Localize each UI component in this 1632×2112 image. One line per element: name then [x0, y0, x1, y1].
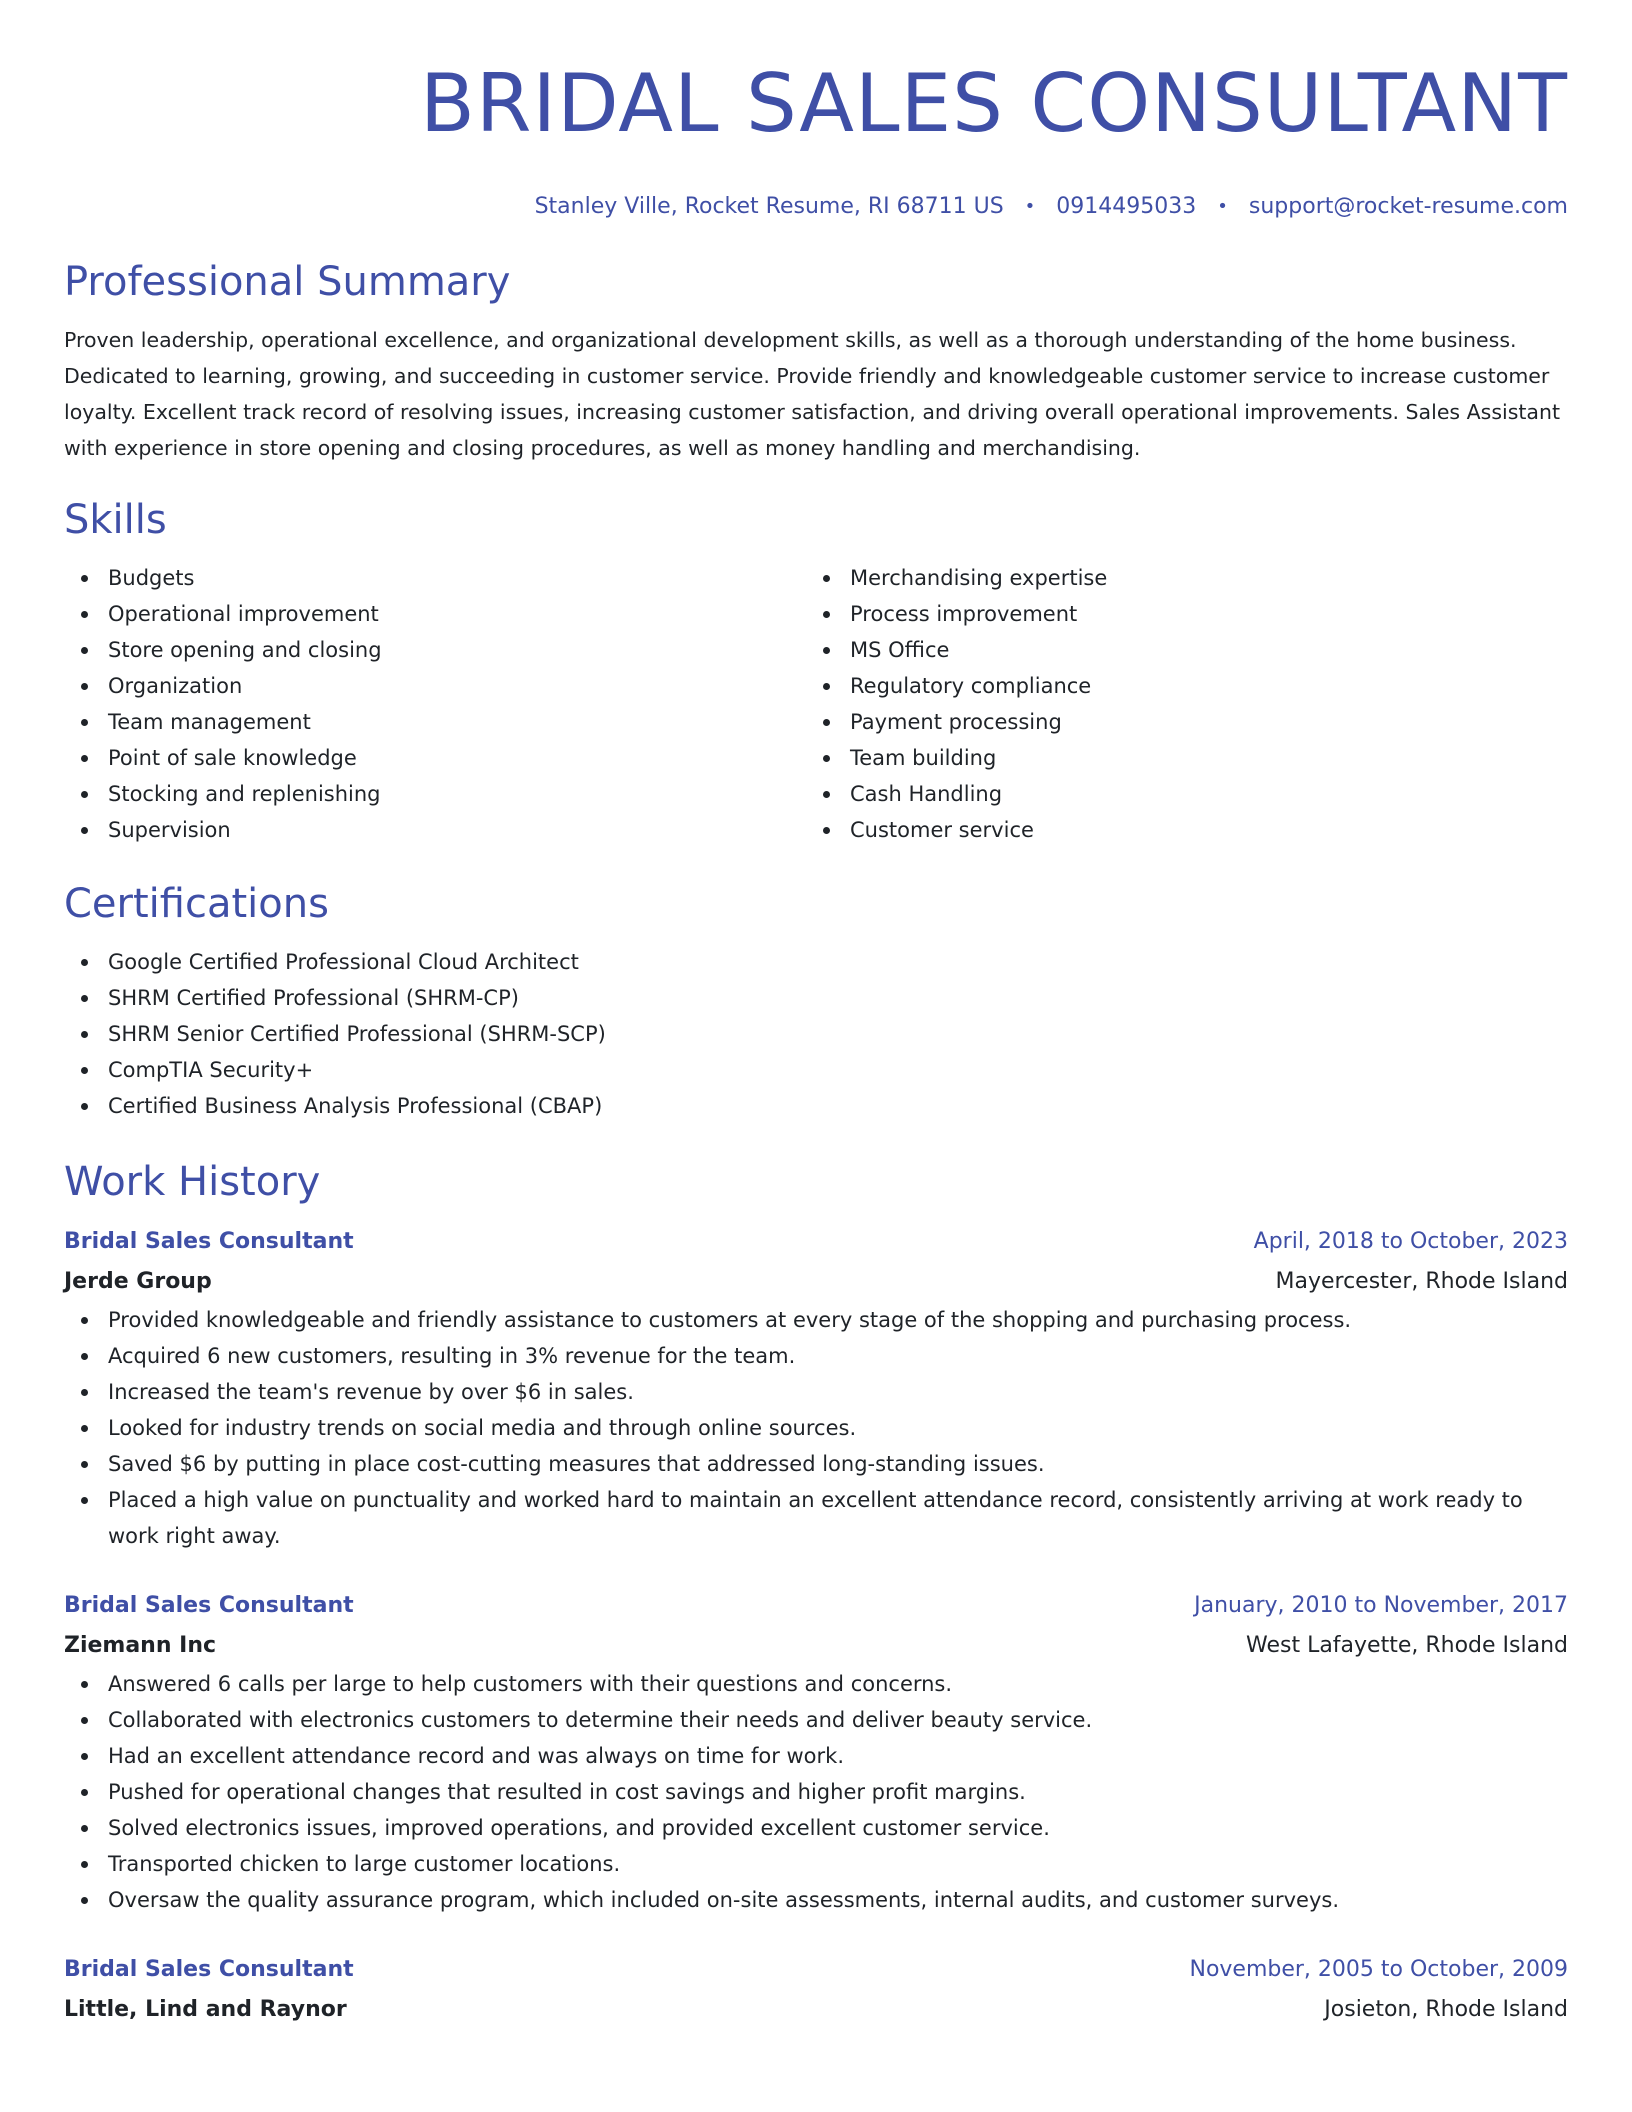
job-company-row — [64, 1262, 1568, 1302]
job-header-row — [64, 1950, 1568, 1990]
job-bullets — [64, 1666, 1568, 1918]
skill-item: Store opening and closing — [108, 632, 806, 668]
resume-title: BRIDAL SALES CONSULTANT — [420, 57, 1568, 150]
skill-item: Regulatory compliance — [850, 668, 1548, 704]
skill-item: Process improvement — [850, 596, 1548, 632]
job-bullet: Oversaw the quality assurance program, which included on-site assessments, internal audits, and customer surveys. — [108, 1882, 1568, 1918]
contact-line — [64, 192, 1568, 222]
job-header-row — [64, 1586, 1568, 1626]
job-dates: January, 2010 to November, 2017 — [1194, 1593, 1568, 1618]
contact-separator: • — [1217, 196, 1228, 217]
contact-address: Stanley Ville, Rocket Resume, RI 68711 US — [534, 194, 1004, 219]
skills-column-left — [64, 560, 806, 848]
skill-item: Budgets — [108, 560, 806, 596]
certification-item: Google Certified Professional Cloud Architect — [108, 944, 1568, 980]
job-location: West Lafayette, Rhode Island — [1245, 1633, 1568, 1658]
job-bullet: Looked for industry trends on social media and through online sources. — [108, 1410, 1568, 1446]
skill-item: MS Office — [850, 632, 1548, 668]
job-bullet: Placed a high value on punctuality and worked hard to maintain an excellent attendance record, consistently arriving at work ready to work right away. — [108, 1482, 1568, 1554]
certification-item: Certified Business Analysis Professional (CBAP) — [108, 1088, 1568, 1124]
contact-email: support@rocket-resume.com — [1248, 194, 1568, 219]
skill-item: Operational improvement — [108, 596, 806, 632]
skills-section — [64, 494, 1568, 848]
skill-item: Merchandising expertise — [850, 560, 1548, 596]
summary-heading: Professional Summary — [64, 259, 511, 305]
job-bullet: Had an excellent attendance record and was always on time for work. — [108, 1738, 1568, 1774]
job-company: Jerde Group — [64, 1269, 212, 1294]
contact-phone: 0914495033 — [1056, 194, 1197, 219]
certification-item: SHRM Senior Certified Professional (SHRM-SCP) — [108, 1016, 1568, 1052]
summary-text: Proven leadership, operational excellence, and organizational development skills, as well as a thorough understanding of the home business. Dedicated to learning, growing, and succeeding in customer service. Provide friendly and knowledgeable customer service to increase customer loyalty. Excellent track record of resolving issues, increasing customer satisfaction, and driving overall operational improvements. Sales Assistant with experience in store opening and closing procedures, as well as money handling and merchandising. — [64, 328, 1561, 460]
job-company: Ziemann Inc — [64, 1633, 217, 1658]
job-header-row — [64, 1222, 1568, 1262]
skill-item: Stocking and replenishing — [108, 776, 806, 812]
skill-item: Supervision — [108, 812, 806, 848]
job-entry — [64, 1950, 1568, 2030]
job-location: Josieton, Rhode Island — [1324, 1997, 1568, 2022]
job-bullet: Transported chicken to large customer locations. — [108, 1846, 1568, 1882]
summary-section — [64, 256, 1568, 466]
certifications-heading: Certifications — [64, 881, 329, 927]
job-bullets — [64, 1302, 1568, 1554]
contact-separator: • — [1024, 196, 1036, 217]
job-bullet: Collaborated with electronics customers to determine their needs and deliver beauty service. — [108, 1702, 1568, 1738]
skills-heading: Skills — [64, 497, 167, 543]
skills-list-left — [64, 560, 806, 848]
skills-column-right — [806, 560, 1548, 848]
certifications-list — [64, 944, 1568, 1124]
certification-item: SHRM Certified Professional (SHRM-CP) — [108, 980, 1568, 1016]
skill-item: Point of sale knowledge — [108, 740, 806, 776]
job-dates: April, 2018 to October, 2023 — [1253, 1229, 1568, 1254]
job-bullet: Provided knowledgeable and friendly assistance to customers at every stage of the shopping and purchasing process. — [108, 1302, 1568, 1338]
job-bullet: Solved electronics issues, improved operations, and provided excellent customer service. — [108, 1810, 1568, 1846]
job-dates: November, 2005 to October, 2009 — [1189, 1957, 1568, 1982]
job-company-row — [64, 1990, 1568, 2030]
skill-item: Team building — [850, 740, 1548, 776]
skill-item: Customer service — [850, 812, 1548, 848]
job-bullet: Answered 6 calls per large to help customers with their questions and concerns. — [108, 1666, 1568, 1702]
job-company-row — [64, 1626, 1568, 1666]
skill-item: Organization — [108, 668, 806, 704]
certification-item: CompTIA Security+ — [108, 1052, 1568, 1088]
skill-item: Team management — [108, 704, 806, 740]
job-bullet: Pushed for operational changes that resulted in cost savings and higher profit margins. — [108, 1774, 1568, 1810]
job-entry — [64, 1222, 1568, 1554]
job-bullet: Acquired 6 new customers, resulting in 3% revenue for the team. — [108, 1338, 1568, 1374]
job-title: Bridal Sales Consultant — [64, 1593, 354, 1618]
certifications-section — [64, 878, 1568, 1124]
work-history-heading: Work History — [64, 1159, 321, 1205]
job-bullet: Saved $6 by putting in place cost-cutting measures that addressed long-standing issues. — [108, 1446, 1568, 1482]
job-company: Little, Lind and Raynor — [64, 1997, 347, 2022]
work-history-section — [64, 1156, 1568, 2030]
skills-list-right — [806, 560, 1548, 848]
job-title: Bridal Sales Consultant — [64, 1957, 354, 1982]
skill-item: Cash Handling — [850, 776, 1548, 812]
skills-grid — [64, 560, 1568, 848]
job-entry — [64, 1586, 1568, 1918]
job-bullet: Increased the team's revenue by over $6 in sales. — [108, 1374, 1568, 1410]
job-title: Bridal Sales Consultant — [64, 1229, 354, 1254]
skill-item: Payment processing — [850, 704, 1548, 740]
job-location: Mayercester, Rhode Island — [1275, 1269, 1568, 1294]
